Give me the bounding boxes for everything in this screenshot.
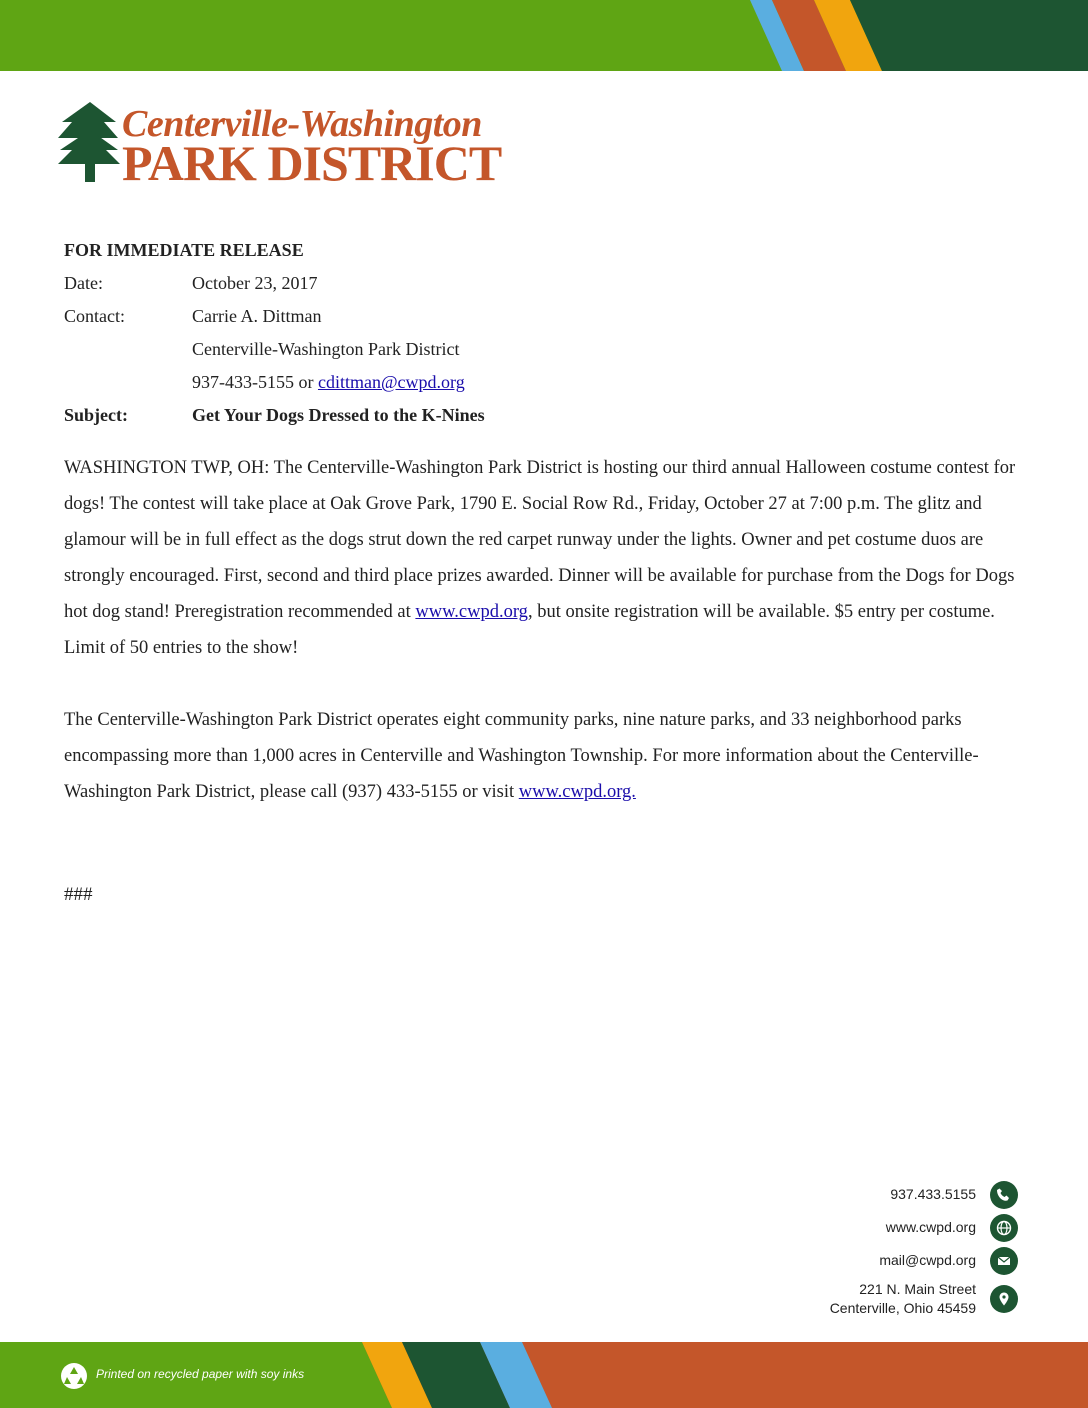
- contact-row: [64, 304, 1024, 337]
- date-row: [64, 271, 1024, 304]
- body-paragraph-2: The Centerville-Washington Park District operates eight community parks, nine nature parks, and 33 neighborhood parks encompassing more than 1,000 acres in Centerville and Washington Township. For more information about the Centerville-Washington Park District, please call (937) 433-5155 or visit www.cwpd.org.: [64, 710, 979, 802]
- release-header: [64, 238, 1024, 436]
- contact-phone-row: [64, 370, 1024, 403]
- subject-value: Get Your Dogs Dressed to the K-Nines: [192, 405, 485, 425]
- phone-icon: [990, 1181, 1018, 1209]
- subject-label: Subject:: [64, 405, 128, 425]
- contact-email-item: [718, 1244, 1018, 1277]
- contact-address-item: [718, 1277, 1018, 1321]
- recycle-icon: [60, 1362, 88, 1390]
- release-heading: FOR IMMEDIATE RELEASE: [64, 240, 304, 260]
- date-label: Date:: [64, 273, 103, 293]
- contact-web-item: [718, 1211, 1018, 1244]
- top-color-band: [0, 0, 1088, 71]
- contact-org: Centerville-Washington Park District: [192, 339, 460, 359]
- press-release-body: [64, 450, 1029, 846]
- logo-title-line1: Centerville-Washington: [122, 103, 482, 145]
- footer-contact: [718, 1178, 1018, 1321]
- pine-tree-icon: [58, 100, 122, 184]
- end-mark: ###: [64, 884, 93, 905]
- envelope-icon: [990, 1247, 1018, 1275]
- body-paragraph-1: WASHINGTON TWP, OH: The Centerville-Washington Park District is hosting our third annual Halloween costume contest for dogs! The contest will take place at Oak Grove Park, 1790 E. Social Row Rd., Friday, October 27 at 7:00 p.m. The glitz and glamour will be in full effect as the dogs strut down the red carpet runway under the lights. Owner and pet costume duos are strongly encouraged. First, second and third place prizes awarded. Dinner will be available for purchase from the Dogs for Dogs hot dog stand! Preregistration recommended at www.cwpd.org, but onsite registration will be available. $5 entry per costume. Limit of 50 entries to the show!: [64, 458, 1016, 658]
- contact-phone: 937-433-5155 or: [192, 372, 318, 392]
- contact-label: Contact:: [64, 306, 125, 326]
- footer-address-line2: Centerville, Ohio 45459: [829, 1300, 976, 1316]
- footer-phone: 937.433.5155: [890, 1186, 976, 1202]
- website-link[interactable]: www.cwpd.org: [415, 602, 528, 622]
- website-link-2[interactable]: www.cwpd.org.: [518, 782, 636, 802]
- globe-icon: [990, 1214, 1018, 1242]
- contact-phone-item: [718, 1178, 1018, 1211]
- footer-web: www.cwpd.org: [885, 1219, 976, 1235]
- contact-name: Carrie A. Dittman: [192, 306, 322, 326]
- logo-title-line2: PARK DISTRICT: [122, 135, 502, 191]
- footer-address-line1: 221 N. Main Street: [859, 1281, 976, 1297]
- contact-email-link[interactable]: cdittman@cwpd.org: [317, 372, 465, 392]
- contact-org-row: [64, 337, 1024, 370]
- park-district-logo: [58, 100, 528, 190]
- footer-email: mail@cwpd.org: [879, 1252, 976, 1268]
- recycled-paper-note: Printed on recycled paper with soy inks: [96, 1367, 305, 1381]
- subject-row: [64, 403, 1024, 436]
- date-value: October 23, 2017: [192, 273, 318, 293]
- location-pin-icon: [990, 1285, 1018, 1313]
